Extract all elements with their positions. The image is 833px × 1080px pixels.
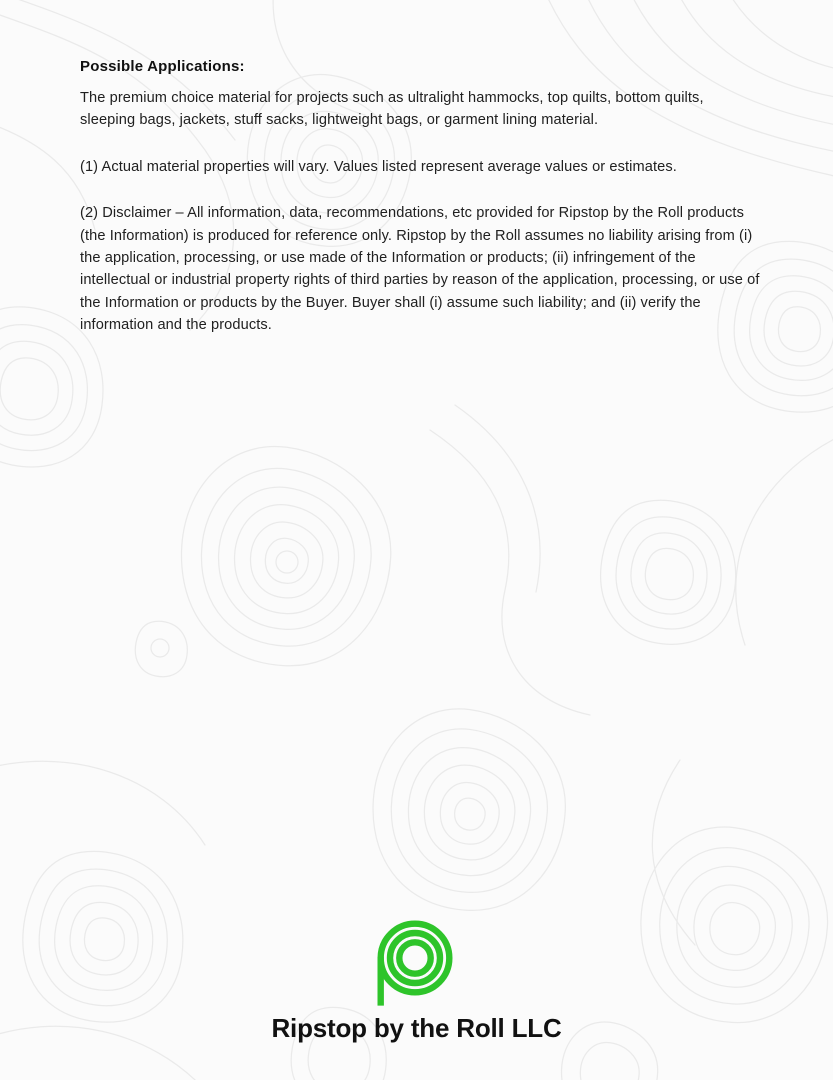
note-1-paragraph: (1) Actual material properties will vary. Values listed represent average values or estimates. bbox=[80, 158, 677, 175]
possible-applications-heading: Possible Applications: bbox=[80, 58, 245, 75]
content-area bbox=[80, 56, 760, 361]
disclaimer-paragraph: (2) Disclaimer – All information, data, recommendations, etc provided for Ripstop by the Roll products (the Information) is produced for reference only. Ripstop by the Roll assumes no liability arising from (i) the application, processing, or use made of the Information or products; (ii) infringement of the intellectual or industrial property rights of third parties by reason of the application, processing, or use of the Information or products by the Buyer. Buyer shall (i) assume such liability; and (ii) verify the information and the products. bbox=[80, 205, 760, 334]
intro-paragraph: The premium choice material for projects such as ultralight hammocks, top quilts, bottom quilts, sleeping bags, jackets, stuff sacks, lightweight bags, or garment lining material. bbox=[80, 90, 704, 129]
ripstop-spiral-logo-icon bbox=[368, 917, 458, 1009]
footer bbox=[0, 917, 833, 1044]
company-name: Ripstop by the Roll LLC bbox=[271, 1013, 562, 1043]
